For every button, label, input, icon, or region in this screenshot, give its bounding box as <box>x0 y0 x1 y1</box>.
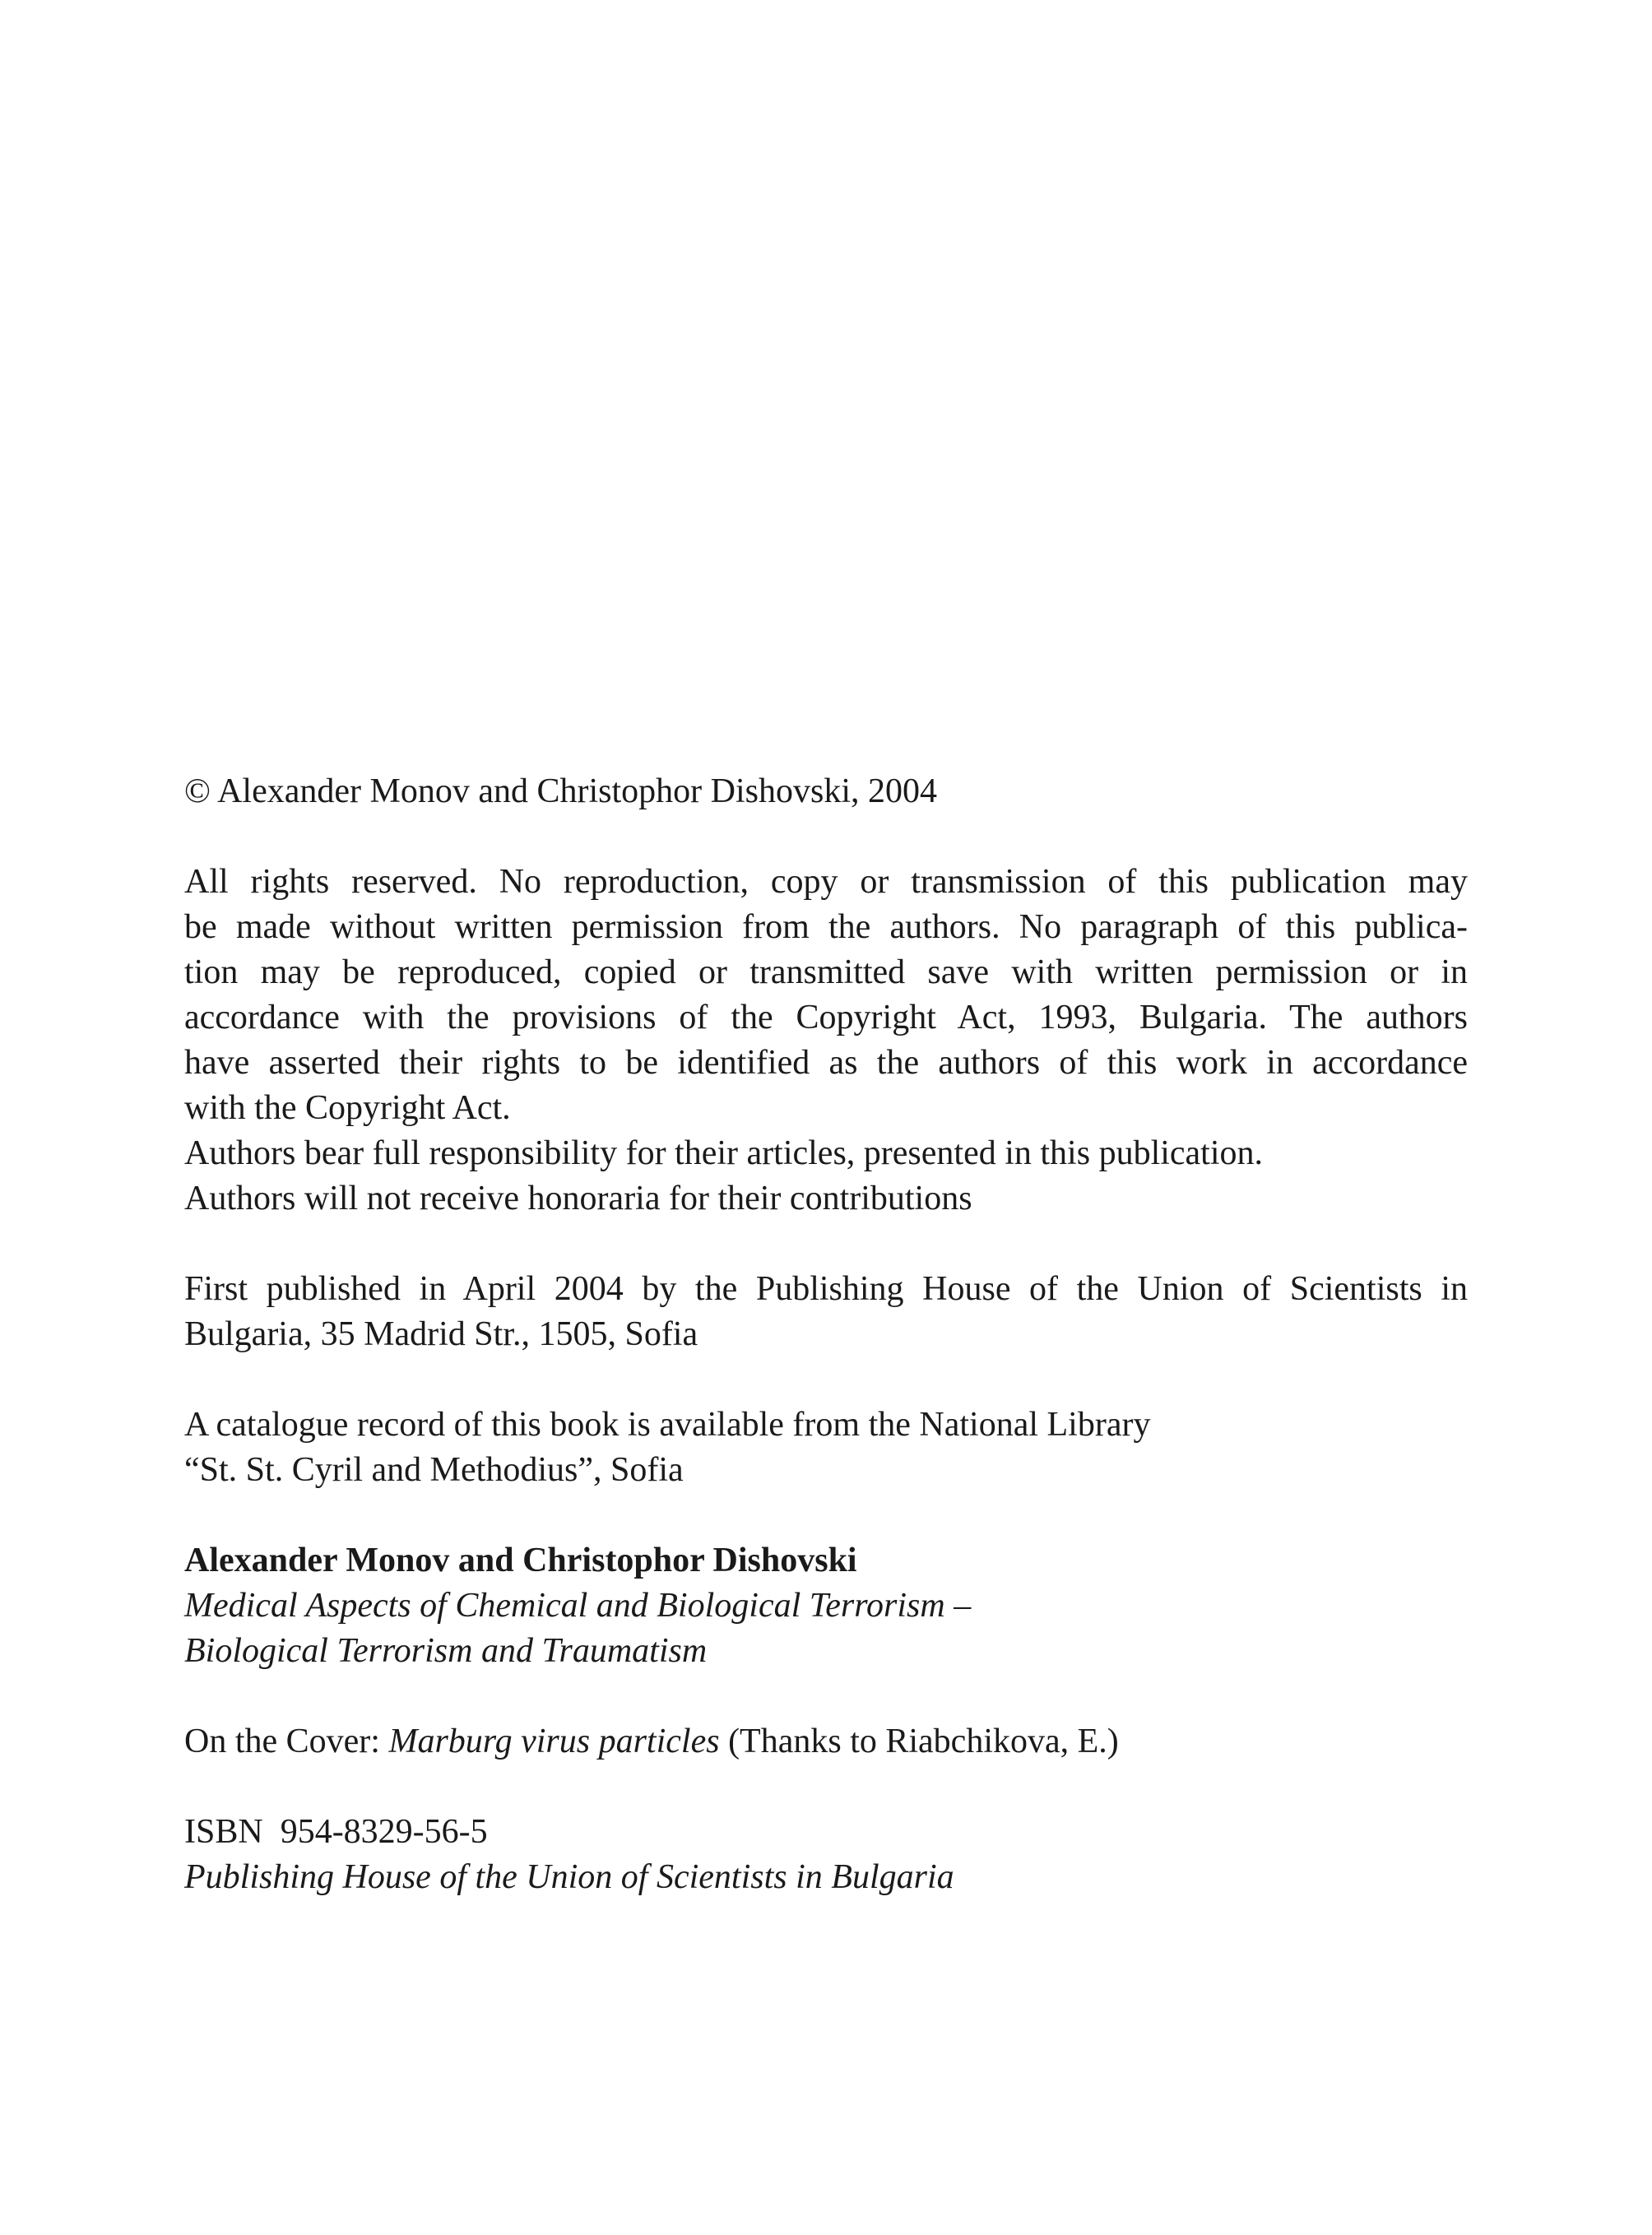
rights-line-5: have asserted their rights to be identified as the authors of this work in accordance <box>184 1044 1468 1082</box>
book-authors: Alexander Monov and Christophor Dishovski <box>184 1542 857 1579</box>
publication-paragraph <box>184 1267 1468 1357</box>
isbn-info <box>184 1810 1468 1900</box>
book-title-line-1: Medical Aspects of Chemical and Biological Terrorism – <box>184 1587 972 1625</box>
rights-line-2: be made without written permission from the authors. No paragraph of this publica- <box>184 908 1468 946</box>
rights-line-6: with the Copyright Act. <box>184 1089 511 1127</box>
cover-prefix: On the Cover: <box>184 1723 389 1760</box>
rights-line-3: tion may be reproduced, copied or transmitted save with written permission or in <box>184 953 1468 991</box>
catalogue-line-1: A catalogue record of this book is available from the National Library <box>184 1406 1151 1444</box>
cover-info <box>184 1719 1468 1764</box>
cover-line <box>184 1719 1468 1764</box>
rights-line-4: accordance with the provisions of the Copyright Act, 1993, Bulgaria. The authors <box>184 999 1468 1036</box>
book-info <box>184 1538 1468 1674</box>
responsibility-line: Authors bear full responsibility for their articles, presented in this publication. <box>184 1134 1264 1172</box>
catalogue-line-2: “St. St. Cyril and Methodius”, Sofia <box>184 1451 684 1489</box>
copyright-line: © Alexander Monov and Christophor Dishovski, 2004 <box>184 772 938 810</box>
isbn-publisher: Publishing House of the Union of Scientists in Bulgaria <box>184 1858 954 1896</box>
copyright-notice <box>184 769 1468 814</box>
imprint-block <box>184 769 1468 1900</box>
publication-line-1: First published in April 2004 by the Publishing House of the Union of Scientists in <box>184 1270 1468 1308</box>
catalogue-paragraph <box>184 1403 1468 1493</box>
cover-credit: (Thanks to Riabchikova, E.) <box>719 1723 1119 1760</box>
rights-paragraph <box>184 860 1468 1222</box>
cover-subject: Marburg virus particles <box>388 1723 720 1760</box>
rights-line-1: All rights reserved. No reproduction, copy or transmission of this publication may <box>184 863 1468 901</box>
honoraria-line: Authors will not receive honoraria for their contributions <box>184 1180 972 1217</box>
publication-line-2: Bulgaria, 35 Madrid Str., 1505, Sofia <box>184 1315 698 1353</box>
book-title-line-2: Biological Terrorism and Traumatism <box>184 1632 708 1670</box>
isbn-number: ISBN 954-8329-56-5 <box>184 1813 488 1851</box>
